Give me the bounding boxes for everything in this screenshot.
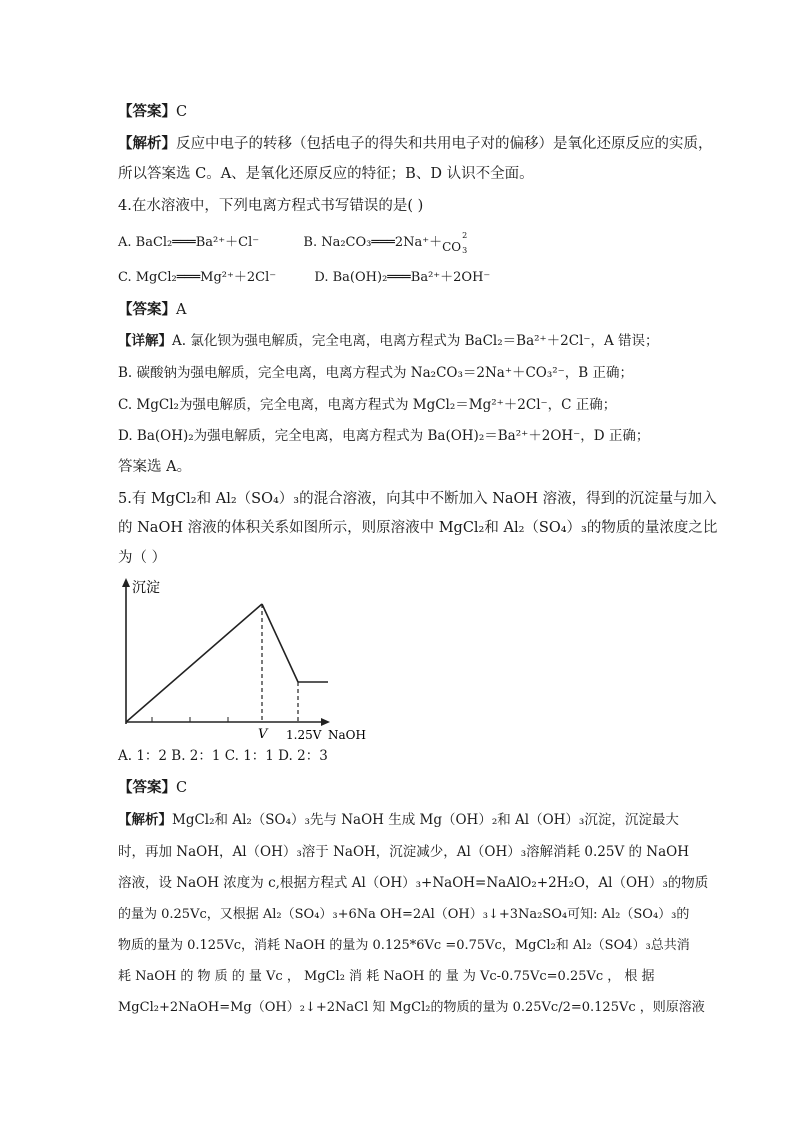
answer-label: 【答案】 — [118, 779, 176, 796]
q5-analysis-line-6: 耗 NaOH 的 物 质 的 量 Vc ， MgCl₂ 消 耗 NaOH 的 量 为 Vc-0.75Vc=0.25Vc ， 根 据 — [118, 969, 655, 984]
q5-analysis-line-7: MgCl₂+2NaOH=Mg（OH）₂↓+2NaCl 知 MgCl₂的物质的量为 0.25Vc/2=0.125Vc ，则原溶液 — [118, 1000, 705, 1015]
q3-analysis-line-1 — [118, 134, 713, 154]
q4-options-ab — [118, 231, 468, 255]
falling-line — [262, 604, 298, 682]
precipitate-graph — [112, 576, 366, 746]
q4-option-c: C. MgCl₂═══Mg²⁺＋2Cl⁻ — [118, 270, 277, 285]
answer-label: 【答案】 — [118, 301, 176, 318]
answer-value: A — [176, 302, 187, 318]
q5-analysis-line-3: 溶液，设 NaOH 浓度为 c,根据方程式 Al（OH）₃+NaOH=NaAlO₂+2H₂O，Al（OH）₃的物质 — [118, 875, 709, 891]
q5-stem-line-3: 为（ ） — [118, 550, 167, 566]
q5-stem-line-1: 5.有 MgCl₂和 Al₂（SO₄）₃的混合溶液，向其中不断加入 NaOH 溶液，得到的沉淀量与加入 — [118, 491, 717, 507]
q4-option-b: B. Na₂CO₃═══2Na⁺＋ — [303, 235, 443, 250]
tick-label-v: V — [258, 727, 268, 742]
answer-value: C — [176, 104, 188, 120]
q4-detail-d: D. Ba(OH)₂为强电解质，完全电离，电离方程式为 Ba(OH)₂＝Ba²⁺＋2OH⁻，D 正确； — [118, 428, 650, 444]
q4-detail-b: B. 碳酸钠为强电解质，完全电离，电离方程式为 Na₂CO₃＝2Na⁺＋CO₃²⁻，B 正确； — [118, 365, 634, 381]
q5-answer-line — [118, 778, 187, 798]
q4-option-d: D. Ba(OH)₂═══Ba²⁺＋2OH⁻ — [314, 270, 491, 285]
q4-options-cd — [118, 268, 490, 288]
carbonate-ion: CO 2 3 — [442, 231, 468, 255]
answer-value: C — [176, 780, 188, 796]
tick-label-1-25v: 1.25V — [286, 728, 322, 742]
analysis-text: MgCl₂和 Al₂（SO₄）₃先与 NaOH 生成 Mg（OH）₂和 Al（OH）₃沉淀，沉淀最大 — [172, 812, 679, 828]
q5-analysis-line-2: 时，再加 NaOH，Al（OH）₃溶于 NaOH，沉淀减少，Al（OH）₃溶解消耗 0.25V 的 NaOH — [118, 844, 690, 860]
analysis-text: 反应中电子的转移（包括电子的得失和共用电子对的偏移）是氧化还原反应的实质， — [176, 136, 713, 152]
q4-detail-a — [118, 331, 659, 351]
q4-option-a: A. BaCl₂═══Ba²⁺＋Cl⁻ — [118, 235, 260, 250]
graph-svg — [112, 576, 366, 746]
x-axis-label: NaOH — [328, 728, 366, 742]
y-axis-label: 沉淀 — [132, 580, 160, 596]
q4-detail-c: C. MgCl₂为强电解质，完全电离，电离方程式为 MgCl₂＝Mg²⁺＋2Cl⁻，C 正确； — [118, 397, 617, 413]
x-axis-arrow — [321, 718, 330, 726]
detail-text-a: A. 氯化钡为强电解质，完全电离，电离方程式为 BaCl₂＝Ba²⁺＋2Cl⁻，A 错误； — [172, 333, 659, 349]
q5-analysis-line-1 — [118, 810, 679, 830]
q3-answer-line — [118, 102, 187, 122]
q4-conclusion: 答案选 A。 — [118, 459, 192, 475]
analysis-label: 【解析】 — [118, 135, 176, 152]
analysis-label: 【解析】 — [118, 812, 172, 828]
q5-stem-line-2: 的 NaOH 溶液的体积关系如图所示，则原溶液中 MgCl₂和 Al₂（SO₄）₃的物质的量浓度之比 — [118, 520, 718, 536]
q4-stem: 4.在水溶液中，下列电离方程式书写错误的是( ) — [118, 198, 424, 214]
y-axis-arrow — [122, 578, 130, 587]
detail-label: 【详解】 — [118, 333, 172, 349]
answer-label: 【答案】 — [118, 103, 176, 120]
q3-analysis-line-2: 所以答案选 C。A、是氧化还原反应的特征；B、D 认识不全面。 — [118, 166, 534, 182]
q4-answer-line — [118, 300, 186, 320]
q5-options: A. 1：2 B. 2：1 C. 1：1 D. 2：3 — [118, 748, 328, 764]
rising-line — [126, 604, 262, 722]
q5-analysis-line-5: 物质的量为 0.125Vc，消耗 NaOH 的量为 0.125*6Vc =0.75Vc，MgCl₂和 Al₂（SO4）₃总共消 — [118, 938, 690, 953]
q5-analysis-line-4: 的量为 0.25Vc，又根据 Al₂（SO₄）₃+6Na OH=2Al（OH）₃↓+3Na₂SO₄可知: Al₂（SO₄）₃的 — [118, 907, 690, 922]
